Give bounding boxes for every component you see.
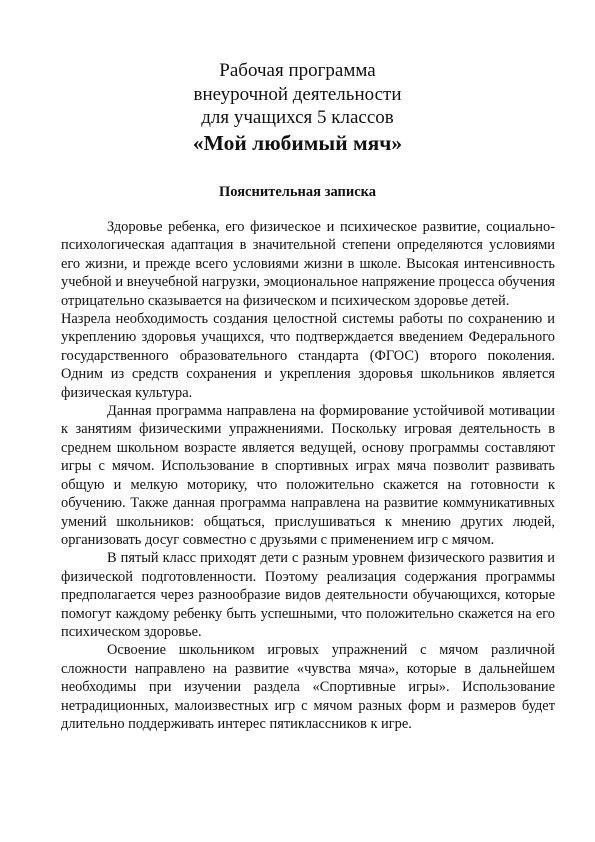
section-heading: Пояснительная записка (218, 184, 377, 200)
program-title: «Мой любимый мяч» (192, 130, 403, 155)
title-line-2: внеурочной деятельности (193, 83, 402, 105)
paragraph-2: Назрела необходимость создания целостной системы работы по сохранению и укреплению здоровья учащихся, что подтверждается введением Федерального государственного образовательного стандарта (ФГОС) второго поколения. Одним из средств сохранения и укрепления здоровья школьников является физическая культура. (61, 311, 555, 401)
body-text (61, 218, 555, 733)
title-line-1: Рабочая программа (219, 60, 376, 81)
paragraph-1: Здоровье ребенка, его физическое и психическое развитие, социально-психологическая адаптация в значительной степени определяются условиями его жизни, и прежде всего условиями жизни в школе. Высокая интенсивность учебной и внеучебной нагрузки, эмоциональное напряжение процесса обучения отрицательно сказывается на физическом и психическом здоровье детей. (61, 219, 555, 309)
paragraph-5: Освоение школьником игровых упражнений с мячом различной сложности направлено на развитие «чувства мяча», которые в дальнейшем необходимы при изучении раздела «Спортивные игры». Использование нетрадиционных, малоизвестных игр с мячом разных форм и размеров будет длительно поддерживать интерес пятиклассников к игре. (61, 642, 555, 732)
title-block (0, 59, 595, 157)
paragraph-4: В пятый класс приходят дети с разным уровнем физического развития и физической подготовленности. Поэтому реализация содержания программы предполагается через разнообразие видов деятельности обучающихся, которые помогут каждому ребенку быть успешными, что положительно скажется на его психическом здоровье. (61, 550, 555, 640)
paragraph-3: Данная программа направлена на формирование устойчивой мотивации к занятиям физическими упражнениями. Поскольку игровая деятельность в среднем школьном возрасте является ведущей, основу программы составляют игры с мячом. Использование в спортивных играх мяча позволит развивать общую и мелкую моторику, что положительно скажется на готовности к обучению. Также данная программа направлена на развитие коммуникативных умений школьников: общаться, прислушиваться к мнению других людей, организовать досуг совместно с друзьями с применением игр с мячом. (61, 403, 555, 548)
title-line-3: для учащихся 5 классов (201, 107, 394, 128)
